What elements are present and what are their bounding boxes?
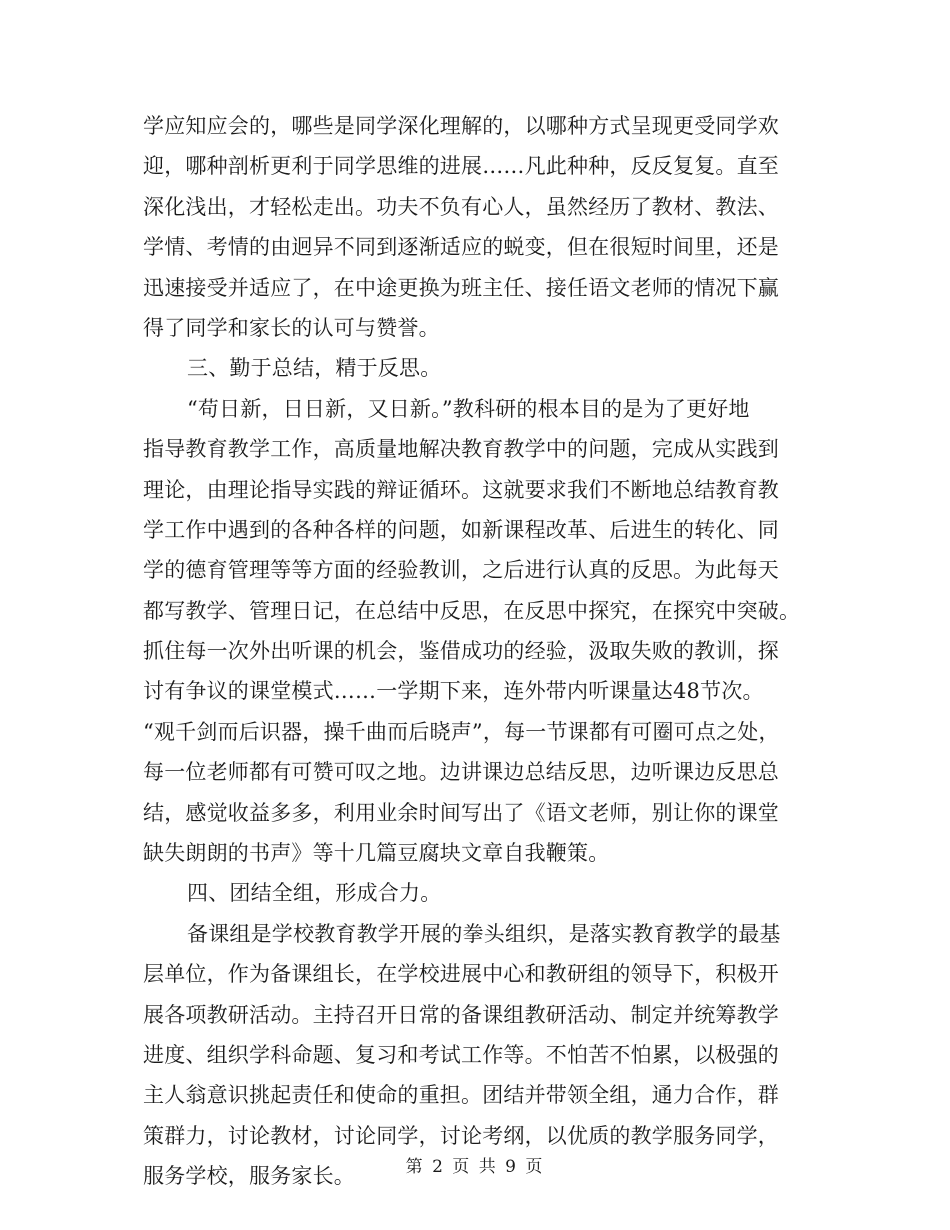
section-heading: 三、勤于总结，精于反思。 <box>187 356 442 381</box>
text-line: 指导教育教学工作，高质量地解决教育教学中的问题，完成从实践到 <box>143 437 779 462</box>
text-line: 主人翁意识挑起责任和使命的重担。团结并带领全组，通力合作，群 <box>143 1083 779 1108</box>
text-line: 服务学校，服务家长。 <box>143 1164 355 1189</box>
text-line: 学的德育管理等等方面的经验教训，之后进行认真的反思。为此每天 <box>143 558 779 583</box>
text-line: 展各项教研活动。主持召开日常的备课组教研活动、制定并统筹教学 <box>143 1002 779 1027</box>
text-line: 结，感觉收益多多，利用业余时间写出了《语文老师，别让你的课堂 <box>143 800 779 825</box>
text-line: 理论，由理论指导实践的辩证循环。这就要求我们不断地总结教育教 <box>143 477 779 502</box>
text-line: 学情、考情的由迥异不同到逐渐适应的蜕变，但在很短时间里，还是 <box>143 235 779 260</box>
text-line: 得了同学和家长的认可与赞誉。 <box>143 315 440 340</box>
text-line: 迎，哪种剖析更利于同学思维的进展……凡此种种，反反复复。直至 <box>143 154 779 179</box>
text-line: “苟日新，日日新，又日新。”教科研的根本目的是为了更好地 <box>187 396 750 421</box>
text-line: 层单位，作为备课组长，在学校进展中心和教研组的领导下，积极开 <box>143 962 779 987</box>
body-text <box>143 106 808 1197</box>
text-line: 抓住每一次外出听课的机会，鉴借成功的经验，汲取失败的教训，探 <box>143 639 779 664</box>
text-line: 深化浅出，才轻松走出。功夫不负有心人，虽然经历了教材、教法、 <box>143 194 779 219</box>
text-line: 进度、组织学科命题、复习和考试工作等。不怕苦不怕累，以极强的 <box>143 1042 779 1067</box>
text-line: 策群力，讨论教材，讨论同学，讨论考纲，以优质的教学服务同学， <box>143 1123 779 1148</box>
text-line: 学应知应会的，哪些是同学深化理解的，以哪种方式呈现更受同学欢 <box>143 114 779 138</box>
page-number: 第 2 页 共 9 页 <box>405 1157 545 1177</box>
text-line: “观千剑而后识器，操千曲而后晓声”，每一节课都有可圈可点之处， <box>143 719 780 744</box>
text-line: 每一位老师都有可赞可叹之地。边讲课边总结反思，边听课边反思总 <box>143 760 779 785</box>
section-heading: 四、团结全组，形成合力。 <box>187 881 442 906</box>
text-line: 备课组是学校教育教学开展的拳头组织，是落实教育教学的最基 <box>187 921 781 946</box>
text-line: 学工作中遇到的各种各样的问题，如新课程改革、后进生的转化、同 <box>143 517 779 542</box>
text-line: 缺失朗朗的书声》等十几篇豆腐块文章自我鞭策。 <box>143 841 610 866</box>
text-line: 迅速接受并适应了，在中途更换为班主任、接任语文老师的情况下赢 <box>143 275 779 300</box>
text-line: 讨有争议的课堂模式……一学期下来，连外带内听课量达48节次。 <box>143 679 764 704</box>
text-line: 都写教学、管理日记，在总结中反思，在反思中探究，在探究中突破。 <box>143 598 801 623</box>
